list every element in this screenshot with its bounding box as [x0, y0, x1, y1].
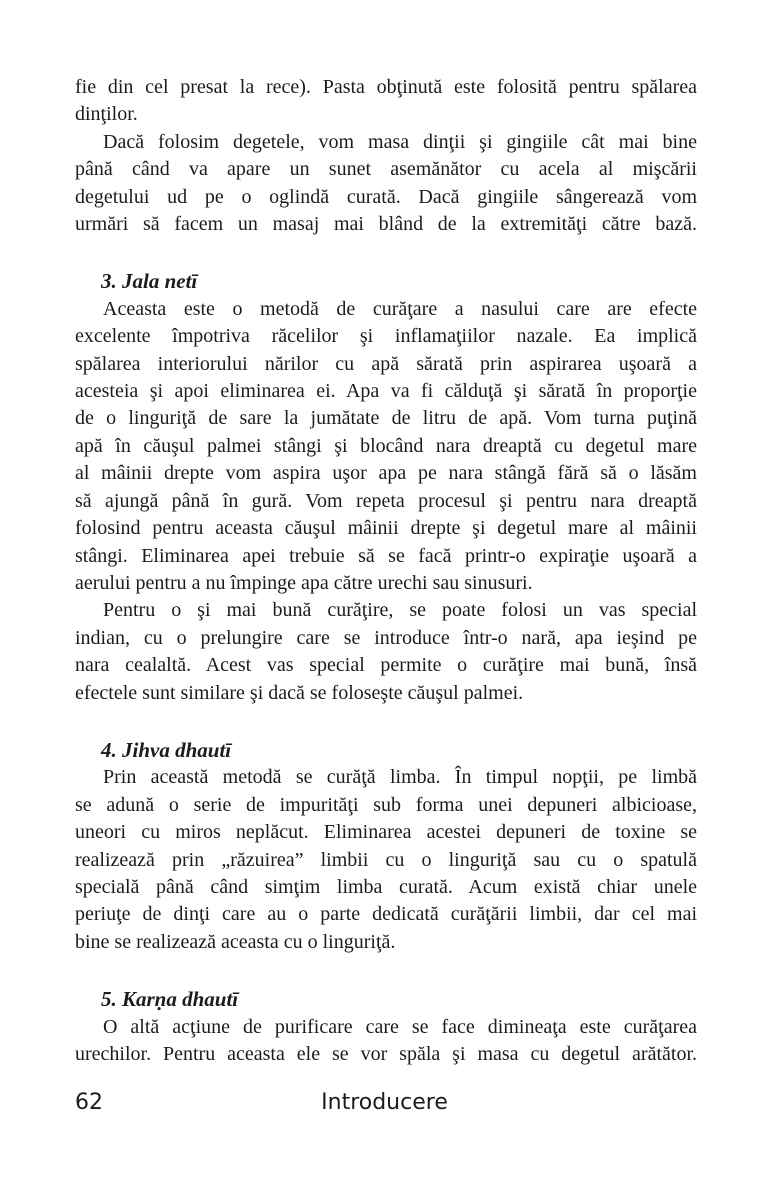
text-line: degetului ud pe o oglindă curată. Dacă gingiile sângerează vom: [75, 185, 697, 208]
text-line: acesteia şi apoi eliminarea ei. Apa va fi călduţă şi sărată în proporţie: [75, 380, 697, 403]
text-line: bine se realizează aceasta cu o linguriţă.: [75, 930, 396, 953]
paragraph: [75, 129, 697, 239]
text-line: al mâinii drepte vom aspira uşor apa pe nara stângă fără să o lăsăm: [75, 462, 697, 485]
page-text-block: [75, 74, 697, 1068]
text-line: aerului pentru a nu împinge apa către urechi sau sinusuri.: [75, 571, 533, 594]
paragraph: [75, 74, 697, 129]
text-line: Prin această metodă se curăţă limba. În timpul nopţii, pe limbă: [103, 766, 697, 789]
text-line: fie din cel presat la rece). Pasta obţinută este folosită pentru spălarea: [75, 76, 697, 98]
text-line: efectele sunt similare şi dacă se foloseşte căuşul palmei.: [75, 681, 524, 704]
text-line: uneori cu miros neplăcut. Eliminarea acestei depuneri de toxine se: [75, 821, 697, 844]
section-heading: 3. Jala netī: [101, 269, 198, 294]
text-line: nara cealaltă. Acest vas special permite o curăţire mai bună, însă: [75, 654, 697, 677]
paragraph: [75, 764, 697, 956]
text-line: se adună o serie de impurităţi sub forma unei depuneri albicioase,: [75, 793, 697, 816]
text-line: apă în căuşul palmei stângi şi blocând nara dreaptă cu degetul mare: [75, 434, 697, 457]
text-line: dinţilor.: [75, 103, 138, 126]
text-line: stângi. Eliminarea apei trebuie să se facă printr-o expiraţie uşoară a: [75, 544, 697, 567]
paragraph: [75, 597, 697, 707]
text-line: de o linguriţă de sare la jumătate de litru de apă. Vom turna puţină: [75, 407, 697, 430]
text-line: până când va apare un sunet asemănător cu acela al mişcării: [75, 158, 697, 181]
text-line: folosind pentru aceasta căuşul mâinii drepte şi degetul mare al mâinii: [75, 517, 697, 540]
text-line: O altă acţiune de purificare care se face dimineaţa este curăţarea: [103, 1015, 697, 1038]
text-line: spălarea interiorului nărilor cu apă sărată prin aspirarea uşoară a: [75, 352, 697, 375]
text-line: urmări să facem un masaj mai blând de la extremităţi către bază.: [75, 213, 697, 236]
text-line: Dacă folosim degetele, vom masa dinţii şi gingiile cât mai bine: [103, 130, 697, 153]
page-footer: [75, 1090, 694, 1118]
text-line: să ajungă până în gură. Vom repeta procesul şi pentru nara dreaptă: [75, 489, 697, 512]
paragraph: [75, 296, 697, 597]
text-line: Aceasta este o metodă de curăţare a nasului care are efecte: [103, 297, 697, 320]
running-title: Introducere: [321, 1090, 448, 1115]
text-line: specială până când simţim limba curată. Acum există chiar unele: [75, 875, 697, 898]
text-line: excelente împotriva răcelilor şi inflamaţiilor nazale. Ea implică: [75, 325, 697, 348]
text-line: realizează prin „răzuirea” limbii cu o linguriţă sau cu o spatulă: [75, 848, 697, 871]
paragraph: [75, 1014, 697, 1069]
text-line: urechilor. Pentru aceasta ele se vor spăla şi masa cu degetul arătător.: [75, 1043, 697, 1065]
section-heading: 5. Karṇa dhautī: [101, 987, 239, 1012]
text-line: periuţe de dinţi care au o parte dedicată curăţării limbii, dar cel mai: [75, 903, 697, 926]
section-heading: 4. Jihva dhautī: [101, 737, 232, 762]
text-line: indian, cu o prelungire care se introduce într-o nară, apa ieşind pe: [75, 626, 697, 649]
page-number: 62: [75, 1090, 103, 1115]
text-line: Pentru o şi mai bună curăţire, se poate folosi un vas special: [103, 599, 697, 622]
